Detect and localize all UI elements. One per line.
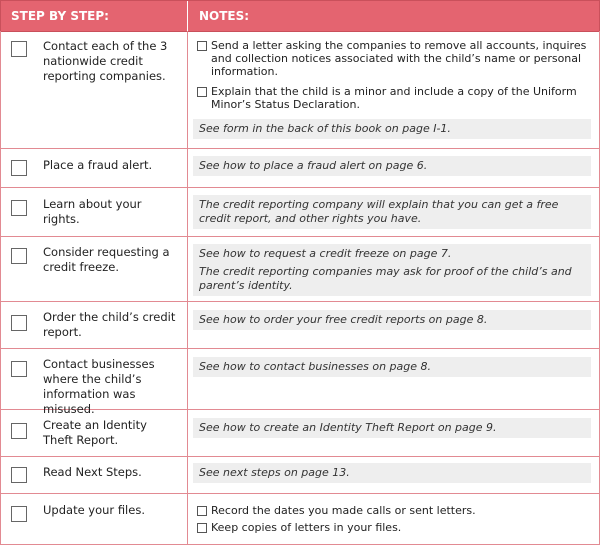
step-label: Consider requesting a credit freeze.	[43, 245, 170, 274]
table-row	[0, 410, 600, 457]
checkbox-icon[interactable]	[197, 523, 207, 533]
table-header	[0, 0, 600, 32]
table-row	[0, 302, 600, 349]
header-divider	[187, 1, 188, 31]
table-row	[0, 237, 600, 302]
note-text: See how to create an Identity Theft Report on page 9.	[193, 418, 591, 438]
step-label: Read Next Steps.	[43, 465, 142, 479]
table-row	[0, 31, 600, 149]
note-text: See next steps on page 13.	[193, 463, 591, 483]
notes-checklist	[197, 504, 591, 534]
step-checkbox[interactable]	[11, 315, 27, 331]
note-text: See how to order your free credit reports on page 8.	[193, 310, 591, 330]
step-checkbox[interactable]	[11, 467, 27, 483]
step-checkbox[interactable]	[11, 248, 27, 264]
table-row	[0, 149, 600, 188]
step-label: Learn about your rights.	[43, 197, 142, 226]
checklist-item: Keep copies of letters in your files.	[197, 521, 591, 534]
note-text: See how to contact businesses on page 8.	[193, 357, 591, 377]
note-text: See form in the back of this book on page I-1.	[193, 119, 591, 139]
step-checkbox[interactable]	[11, 200, 27, 216]
step-label: Place a fraud alert.	[43, 158, 153, 172]
table-row	[0, 494, 600, 545]
step-checkbox[interactable]	[11, 41, 27, 57]
note-text: See how to place a fraud alert on page 6.	[193, 156, 591, 176]
table-row	[0, 188, 600, 237]
step-label: Update your files.	[43, 503, 145, 517]
step-checkbox[interactable]	[11, 160, 27, 176]
checkbox-icon[interactable]	[197, 41, 207, 51]
header-notes: NOTES:	[199, 9, 250, 23]
step-checkbox[interactable]	[11, 506, 27, 522]
checklist-item: Explain that the child is a minor and include a copy of the Uniform Minor’s Status Declaration.	[197, 85, 591, 111]
table-row	[0, 457, 600, 494]
step-label: Contact each of the 3 nationwide credit reporting companies.	[43, 39, 168, 83]
checkbox-icon[interactable]	[197, 87, 207, 97]
step-checkbox[interactable]	[11, 361, 27, 377]
table-row	[0, 349, 600, 416]
note-text: The credit reporting company will explain that you can get a free credit report, and other rights you have.	[193, 195, 591, 229]
step-label: Create an Identity Theft Report.	[43, 418, 147, 447]
note-text: See how to request a credit freeze on page 7. The credit reporting companies may ask for proof of the child’s and parent’s identity.	[193, 244, 591, 296]
step-label: Order the child’s credit report.	[43, 310, 176, 339]
header-step-by-step: STEP BY STEP:	[11, 9, 109, 23]
checkbox-icon[interactable]	[197, 506, 207, 516]
notes-checklist	[197, 39, 591, 111]
step-checkbox[interactable]	[11, 423, 27, 439]
checklist-item: Record the dates you made calls or sent letters.	[197, 504, 591, 517]
checklist-item: Send a letter asking the companies to remove all accounts, inquires and collection notices associated with the child’s name or personal information.	[197, 39, 591, 78]
step-label: Contact businesses where the child’s information was misused.	[43, 357, 155, 416]
